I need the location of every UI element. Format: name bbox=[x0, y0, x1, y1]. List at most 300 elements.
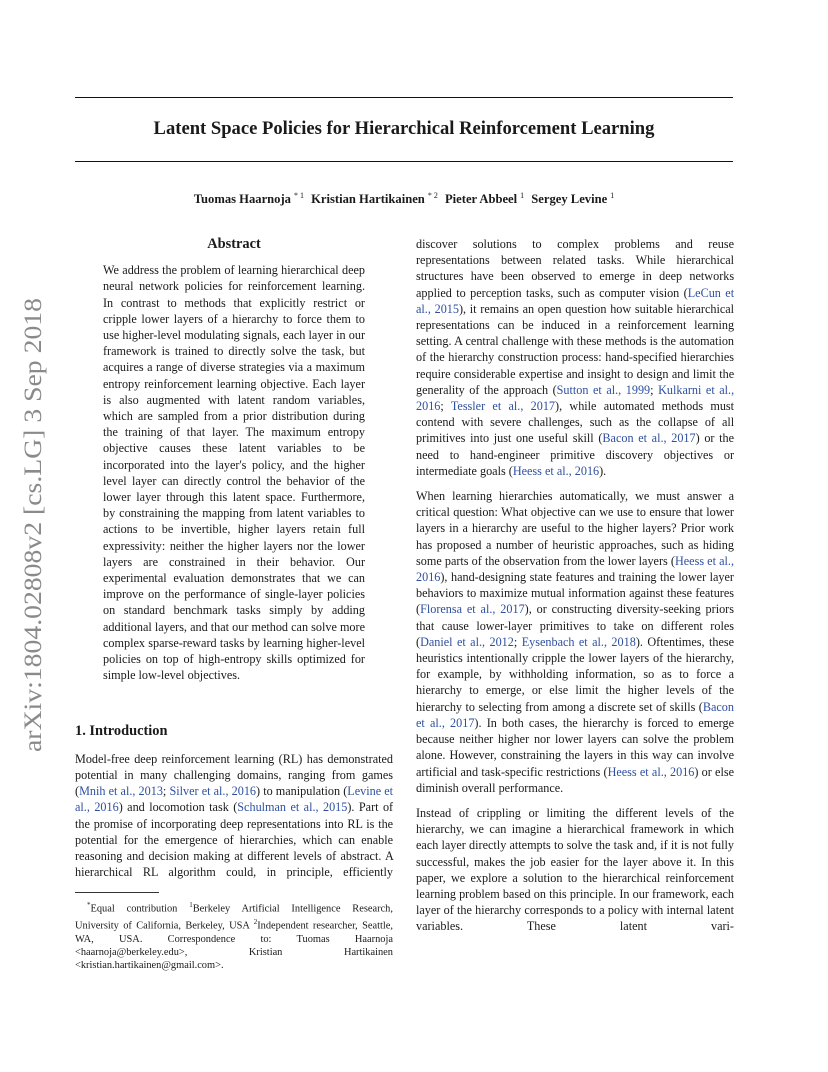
text-run: methods bbox=[661, 399, 704, 414]
citation-link[interactable]: Tessler bbox=[450, 399, 486, 414]
citation-link[interactable]: et bbox=[593, 382, 602, 397]
text-run: between bbox=[500, 253, 542, 268]
text-run: induced bbox=[541, 318, 580, 333]
text-run: While bbox=[635, 253, 666, 268]
text-run: manipulation bbox=[275, 784, 341, 799]
text-run bbox=[597, 318, 605, 332]
text-run: such bbox=[557, 285, 581, 300]
text-run: to bbox=[582, 269, 593, 284]
text-run: methods bbox=[605, 334, 647, 349]
author-abbeel: Pieter Abbeel $^1$ bbox=[444, 191, 525, 206]
text-run bbox=[596, 399, 603, 413]
author-haarnoja: Tuomas Haarnoja $^{* 1}$ bbox=[193, 191, 304, 206]
citation-link[interactable]: 2015 bbox=[434, 301, 459, 316]
citation-link[interactable]: Mnih bbox=[79, 784, 106, 799]
text-run: expertise bbox=[518, 366, 563, 381]
text-run bbox=[652, 269, 659, 283]
text-run: been bbox=[501, 269, 525, 284]
text-run: ; bbox=[650, 382, 654, 397]
text-run: intermediate bbox=[416, 463, 477, 478]
text-run: incorporating bbox=[150, 816, 217, 831]
citation-link[interactable]: 1999 bbox=[625, 382, 651, 397]
text-run: challenges, bbox=[528, 415, 583, 430]
text-run bbox=[256, 865, 266, 879]
text-run: the bbox=[636, 415, 651, 430]
text-run bbox=[595, 448, 606, 462]
text-run bbox=[612, 415, 619, 429]
footnote-text: Independent researcher, Seattle, WA, USA. Correspondence to: Tuomas Haarnoja <haarnoja@berkeley.edu>, Kristian Hartikainen <kristian.hartikainen@gmail.com>. bbox=[75, 920, 393, 972]
text-run: setting. bbox=[416, 334, 452, 349]
text-run bbox=[599, 237, 614, 251]
text-run: open bbox=[537, 301, 562, 316]
title-rule-top bbox=[75, 97, 733, 98]
text-run: potential bbox=[75, 767, 118, 782]
text-run bbox=[540, 448, 551, 462]
text-run: primitives bbox=[416, 431, 466, 446]
citation-link[interactable]: al., bbox=[416, 301, 431, 316]
citation-link[interactable]: et bbox=[201, 784, 211, 799]
text-run: ; bbox=[513, 634, 522, 649]
text-run bbox=[439, 448, 450, 462]
citation-link[interactable]: et bbox=[492, 399, 502, 414]
text-run bbox=[655, 399, 662, 413]
text-run: discover bbox=[416, 237, 458, 251]
text-run: could, bbox=[226, 865, 257, 880]
footnote-mark: 2 bbox=[253, 917, 258, 926]
citation-link[interactable]: al., bbox=[508, 399, 524, 414]
text-run: networks bbox=[689, 269, 735, 284]
citation-link[interactable]: Bacon et al., 2017 bbox=[416, 699, 734, 730]
text-run: ; bbox=[440, 399, 444, 414]
text-run: vision bbox=[649, 285, 680, 300]
footnote-text: Berkeley Artificial Intelligence Research, University of California, Berkeley, USA bbox=[75, 903, 393, 932]
text-run: require bbox=[416, 366, 451, 381]
text-run bbox=[715, 415, 722, 429]
citation-link[interactable]: et bbox=[705, 382, 715, 397]
text-run: at bbox=[234, 848, 244, 863]
text-run: reinforcement bbox=[161, 751, 230, 766]
text-run: and bbox=[671, 366, 690, 381]
citation-link[interactable]: al., bbox=[556, 463, 572, 478]
text-run: challenging bbox=[173, 767, 231, 782]
text-run: ( bbox=[233, 800, 238, 815]
text-run: RL bbox=[142, 865, 158, 880]
text-run: promise bbox=[93, 816, 133, 831]
text-run: useful bbox=[538, 431, 569, 446]
text-run: primitive bbox=[550, 447, 595, 462]
text-run: in bbox=[642, 269, 652, 284]
text-run: tasks, bbox=[525, 285, 554, 300]
text-run: generality bbox=[416, 382, 465, 397]
text-run: games bbox=[361, 767, 394, 782]
text-run: solutions bbox=[472, 237, 517, 251]
text-run bbox=[457, 237, 472, 251]
text-run: ) bbox=[118, 800, 123, 815]
right-column bbox=[416, 236, 734, 935]
text-run: these bbox=[576, 334, 602, 349]
text-run bbox=[333, 865, 343, 879]
text-run bbox=[651, 415, 658, 429]
citation-link[interactable]: Heess et al., 2016 bbox=[607, 764, 695, 779]
text-run: limit bbox=[692, 366, 716, 381]
text-run bbox=[514, 318, 522, 332]
text-run: representations bbox=[416, 253, 490, 268]
text-run: with bbox=[551, 334, 574, 349]
text-run: emergence bbox=[164, 832, 218, 847]
author-affiliation-mark: 1 bbox=[610, 191, 615, 200]
text-run: or bbox=[723, 447, 734, 462]
text-run: making bbox=[193, 848, 230, 863]
text-run: can bbox=[338, 832, 356, 847]
text-run: to bbox=[263, 784, 273, 799]
text-run: for bbox=[123, 832, 138, 847]
text-run: related bbox=[552, 253, 586, 268]
citation-link[interactable]: Silver bbox=[169, 784, 199, 799]
text-run: to bbox=[456, 285, 466, 300]
text-run: which bbox=[302, 832, 333, 847]
text-run: deep bbox=[220, 816, 244, 831]
text-run bbox=[625, 253, 636, 267]
citation-link[interactable]: 2017 bbox=[671, 431, 696, 446]
text-run: automated bbox=[603, 399, 655, 414]
text-run: the bbox=[483, 382, 499, 397]
text-run: from bbox=[331, 767, 356, 782]
text-run: the bbox=[719, 431, 735, 446]
text-run: Part bbox=[358, 800, 379, 815]
citation-link[interactable]: 2016 bbox=[231, 784, 256, 799]
text-run: insight bbox=[587, 366, 621, 381]
text-run: many bbox=[140, 767, 168, 782]
text-run: is bbox=[649, 334, 658, 349]
text-run bbox=[713, 448, 724, 462]
text-run: ( bbox=[75, 784, 80, 799]
text-run: discovery bbox=[605, 447, 654, 462]
footnote-text: Equal contribution bbox=[90, 903, 190, 915]
text-run: hand-specified bbox=[605, 350, 677, 365]
text-run: ) bbox=[695, 431, 700, 446]
text-run: ) or else diminish overall performance. bbox=[416, 764, 734, 795]
arxiv-stamp-text: arXiv:1804.02808v2 [cs.LG] 3 Sep 2018 bbox=[20, 342, 47, 752]
text-run: central bbox=[465, 334, 499, 349]
text-run: severe bbox=[490, 415, 522, 430]
title-rule-bottom bbox=[75, 161, 733, 162]
text-run: and bbox=[566, 366, 584, 381]
citation-link[interactable]: LeCun bbox=[687, 285, 721, 300]
text-run: the bbox=[75, 816, 90, 831]
text-run: in bbox=[587, 318, 598, 333]
citation-link[interactable]: Heess bbox=[512, 463, 542, 478]
text-run bbox=[610, 318, 618, 332]
text-run: of bbox=[223, 832, 234, 847]
left-column bbox=[75, 236, 393, 972]
text-run bbox=[490, 318, 498, 332]
text-run: learning bbox=[694, 318, 735, 333]
citation-link[interactable]: 2015 bbox=[322, 800, 348, 815]
text-run: goals bbox=[479, 463, 506, 478]
text-run: or bbox=[704, 431, 715, 446]
text-run: algorithm bbox=[168, 865, 216, 880]
citation-link[interactable]: Daniel et al., 2012 bbox=[420, 634, 514, 649]
text-run: ( bbox=[343, 784, 348, 799]
text-run: with bbox=[461, 415, 484, 430]
text-run bbox=[276, 865, 286, 879]
citation-link[interactable]: et bbox=[384, 784, 394, 799]
text-run: (RL) bbox=[278, 751, 303, 766]
citation-link[interactable]: Sutton bbox=[556, 382, 589, 397]
text-run: into bbox=[470, 431, 490, 446]
text-run: suitable bbox=[634, 301, 673, 316]
text-run: to bbox=[623, 366, 634, 381]
text-run: collapse bbox=[657, 415, 698, 430]
citation-link[interactable]: et bbox=[544, 463, 554, 478]
text-run: perception bbox=[470, 285, 522, 300]
text-run: has bbox=[306, 751, 323, 766]
citation-link[interactable]: al., bbox=[303, 800, 319, 815]
text-run: demonstrated bbox=[327, 751, 394, 766]
text-run: in bbox=[266, 865, 277, 880]
text-run: representations bbox=[246, 816, 321, 831]
text-run: design bbox=[636, 366, 669, 381]
citation-link[interactable]: et bbox=[108, 784, 118, 799]
text-run: decision bbox=[148, 848, 190, 863]
text-run: potential bbox=[75, 832, 118, 847]
citation-link[interactable]: al., bbox=[606, 382, 622, 397]
text-run: into bbox=[324, 816, 344, 831]
author-hartikainen: Kristian Hartikainen $^{* 2}$ bbox=[311, 191, 438, 206]
citation-link[interactable]: al., bbox=[651, 431, 667, 446]
footnote bbox=[75, 899, 393, 972]
abstract-heading: Abstract bbox=[207, 236, 261, 252]
citation-link[interactable]: 2016 bbox=[416, 399, 441, 414]
text-run bbox=[133, 865, 143, 879]
text-run: need bbox=[416, 447, 440, 462]
text-run: and bbox=[675, 237, 693, 251]
text-run: and bbox=[127, 800, 145, 815]
text-run: process: bbox=[561, 350, 602, 365]
text-run: must bbox=[710, 399, 735, 414]
text-run: challenge bbox=[501, 334, 549, 349]
text-run: contend bbox=[416, 415, 455, 430]
text-run: A bbox=[384, 848, 394, 863]
text-run bbox=[665, 253, 676, 267]
author-affiliation-mark: * 2 bbox=[427, 191, 438, 200]
citation-link[interactable]: al., bbox=[213, 784, 229, 799]
text-run: of bbox=[469, 382, 480, 397]
text-run: efficiently bbox=[343, 865, 394, 880]
text-run: the bbox=[378, 816, 394, 831]
text-run: reasoning bbox=[75, 848, 123, 863]
citation-link[interactable]: Kulkarni bbox=[658, 382, 702, 397]
citation-link[interactable]: et bbox=[638, 431, 648, 446]
text-run: one bbox=[515, 431, 534, 446]
text-run: tasks. bbox=[597, 253, 625, 268]
text-run: ). bbox=[599, 463, 607, 478]
text-run bbox=[660, 237, 675, 251]
text-run: reuse bbox=[708, 237, 734, 251]
text-run: such bbox=[589, 415, 613, 430]
text-run: Model-free bbox=[75, 751, 130, 766]
text-run bbox=[542, 237, 557, 251]
citation-link[interactable]: 2016 bbox=[574, 463, 600, 478]
citation-link[interactable]: al., bbox=[120, 784, 136, 799]
text-run: structures bbox=[416, 269, 464, 284]
text-run: of bbox=[136, 816, 147, 831]
text-run: the bbox=[661, 334, 676, 349]
text-run: construction bbox=[497, 350, 559, 365]
text-run: just bbox=[493, 431, 512, 446]
text-run: ( bbox=[508, 463, 513, 478]
text-run: in bbox=[124, 767, 134, 782]
text-run bbox=[686, 318, 694, 332]
text-run: applied bbox=[416, 285, 452, 300]
text-run: ; bbox=[162, 784, 167, 799]
text-run: how bbox=[610, 301, 632, 316]
footnote-mark: * bbox=[87, 901, 91, 910]
intro-paragraph-2 bbox=[416, 488, 734, 796]
text-run: hierarchy bbox=[448, 350, 495, 365]
citation-link[interactable]: Schulman bbox=[237, 800, 287, 815]
text-run: an bbox=[522, 301, 535, 316]
citation-link[interactable]: 2017 bbox=[530, 399, 556, 414]
text-run: deep bbox=[659, 269, 683, 284]
text-run: ). In both cases, the hierarchy is forced to emerge because neither higher nor lower layers can solve the problem alone. However, constraining the layers in this way can involve artificial and task-specific restrictions ( bbox=[416, 715, 734, 779]
citation-link[interactable]: et bbox=[725, 285, 735, 300]
text-run: of bbox=[382, 800, 394, 815]
text-run: automation bbox=[679, 334, 735, 349]
text-run: locomotion bbox=[149, 800, 205, 815]
text-run: learning bbox=[234, 751, 275, 766]
text-run: ). Oftentimes, these heuristics intentionally cripple the lower layers of the hierarchy, for example, by withholding information, so as to force a hierarchy to emerge, or else limit the higher levels of the hierarchy to selecting from among a discrete set of skills ( bbox=[416, 634, 735, 714]
text-run: as bbox=[618, 415, 630, 430]
text-run bbox=[490, 253, 501, 267]
text-run: it bbox=[469, 301, 477, 316]
text-run: hierarchical bbox=[676, 301, 735, 316]
text-run: hierarchical bbox=[676, 253, 735, 268]
text-run: and bbox=[126, 848, 145, 863]
text-run: is bbox=[366, 816, 375, 831]
text-run: When learning hierarchies automatically, we must answer a critical question: What objective can we use to ensure that lower layers in a hierarchy are useful to the higher layers? Prior work has proposed a number of heuristic approaches, such as hiding some parts of the observation from the lower layers ( bbox=[416, 489, 734, 568]
text-run: deep bbox=[134, 751, 158, 766]
text-run bbox=[575, 269, 582, 283]
text-run: remains bbox=[480, 301, 519, 316]
text-run: task bbox=[209, 800, 229, 815]
citation-link[interactable]: Heess et al., 2016 bbox=[416, 553, 734, 585]
text-run: of bbox=[416, 350, 427, 365]
text-run: problems bbox=[614, 237, 660, 251]
intro-paragraph-1-continued bbox=[416, 236, 734, 479]
text-run bbox=[693, 237, 708, 251]
citation-link[interactable] bbox=[523, 399, 530, 413]
text-run: question bbox=[565, 301, 607, 316]
citation-link[interactable]: 2013 bbox=[138, 784, 163, 799]
citation-link[interactable]: Florensa et al., 2017 bbox=[420, 602, 525, 617]
text-run bbox=[455, 415, 462, 429]
text-run: be bbox=[522, 318, 534, 333]
text-run: all bbox=[721, 415, 735, 430]
text-run bbox=[444, 399, 451, 413]
text-run: ( bbox=[598, 431, 603, 446]
text-run: the bbox=[144, 832, 159, 847]
text-run: a bbox=[604, 318, 611, 333]
text-run: representations bbox=[416, 318, 490, 333]
text-run: levels bbox=[293, 848, 322, 863]
text-run: ), bbox=[555, 399, 563, 414]
intro-paragraph-1 bbox=[75, 751, 393, 881]
text-run bbox=[158, 865, 168, 879]
text-run bbox=[653, 448, 664, 462]
text-run: principle, bbox=[286, 865, 333, 880]
citation-link[interactable]: 2016 bbox=[94, 800, 119, 815]
text-run: while bbox=[569, 399, 597, 414]
text-run: of bbox=[326, 848, 337, 863]
text-run: observed bbox=[531, 269, 576, 284]
citation-link[interactable]: al., bbox=[719, 382, 735, 397]
text-run: hierarchical bbox=[75, 865, 133, 880]
text-run bbox=[583, 415, 590, 429]
text-run: emerge bbox=[599, 269, 636, 284]
text-run bbox=[216, 865, 226, 879]
text-run bbox=[494, 269, 501, 283]
text-run: ranging bbox=[287, 767, 326, 782]
text-run: to bbox=[532, 237, 542, 251]
section-heading-introduction: 1. Introduction bbox=[75, 723, 168, 740]
text-run: to bbox=[449, 447, 460, 462]
text-run: ), or constructing diversity-seeking priors that cause lower-layer primitives to take on different roles ( bbox=[416, 602, 734, 649]
intro-paragraph-3: Instead of crippling or limiting the different levels of the hierarchy, we can imagine a hierarchical framework in which each layer directly attempts to solve the task and, if it is not fully successful, makes the job easier for the layer above it. In this paper, we explore a solution to the hierarchical reinforcement learning problem based on this principle. In our framework, each layer of the hierarchy corresponds to a policy with internal latent variables. These latent vari- bbox=[416, 805, 734, 934]
text-run: complex bbox=[557, 237, 600, 251]
text-run: computer bbox=[599, 285, 646, 300]
arxiv-identifier-stamp bbox=[17, 298, 47, 752]
author-levine: Sergey Levine $^1$ bbox=[531, 191, 615, 206]
text-run: as bbox=[584, 285, 595, 300]
text-run: RL bbox=[347, 816, 363, 831]
paper-title: Latent Space Policies for Hierarchical Reinforcement Learning bbox=[153, 118, 655, 139]
text-run: objectives bbox=[663, 447, 714, 462]
text-run: hand-engineer bbox=[469, 447, 540, 462]
abstract-text: We address the problem of learning hierarchical deep neural network policies for reinforcement learning. In contrast to methods that explicitly restrict or cripple lower layers of a hierarchy to force them to use higher-level modulating signals, each layer in our framework is trained to directly solve the task, but acquires a range of diverse strategies via a maximum entropy reinforcement learning objective. Each layer is also augmented with latent random variables, which are sampled from a prior distribution during the training of that layer. The maximum entropy objective causes these latent variables to be incorporated into the layer's policy, and the higher level layer can directly control the behavior of the lower layer through this latent space. Furthermore, by constraining the mapping from latent variables to actions to be invertible, higher layers retain full expressivity: neither the higher layers nor the lower layers are constrained in their behavior. Our experimental evaluation demonstrates that we can improve on the performance of single-layer policies on standard benchmark tasks simply by adding additional layers, and that our method can solve more complex sparse-reward tasks by learning higher-level policies on top of high-entropy skills optimized for simple low-level objectives. bbox=[103, 263, 365, 683]
text-run bbox=[517, 237, 532, 251]
text-run: hierarchies bbox=[680, 350, 735, 365]
author-affiliation-mark: * 1 bbox=[293, 191, 304, 200]
text-run: different bbox=[247, 848, 290, 863]
citation-link[interactable]: Levine bbox=[347, 784, 382, 799]
text-run bbox=[580, 318, 588, 332]
text-run: considerable bbox=[453, 366, 516, 381]
text-run: skill bbox=[572, 431, 594, 446]
text-run: of bbox=[704, 415, 715, 430]
footnote-rule bbox=[75, 892, 159, 893]
text-run: hierarchies, bbox=[239, 832, 297, 847]
text-run: domains, bbox=[237, 767, 282, 782]
citation-link[interactable]: Bacon bbox=[602, 431, 634, 446]
text-run: abstract. bbox=[340, 848, 382, 863]
citation-link[interactable]: et bbox=[290, 800, 300, 815]
citation-link[interactable]: Eysenbach et al., 2018 bbox=[521, 634, 636, 649]
text-run: ). bbox=[347, 800, 355, 815]
text-run: A bbox=[454, 334, 463, 349]
text-run bbox=[542, 253, 553, 267]
text-run: can bbox=[497, 318, 515, 333]
text-run: the bbox=[429, 350, 445, 365]
citation-link[interactable]: al., bbox=[75, 800, 90, 815]
text-run: enable bbox=[361, 832, 394, 847]
author-affiliation-mark: 1 bbox=[520, 191, 525, 200]
text-run: ) bbox=[256, 784, 261, 799]
text-run: ( bbox=[552, 382, 557, 397]
author-list bbox=[75, 191, 733, 207]
text-run: reinforcement bbox=[618, 318, 687, 333]
text-run bbox=[586, 253, 597, 267]
